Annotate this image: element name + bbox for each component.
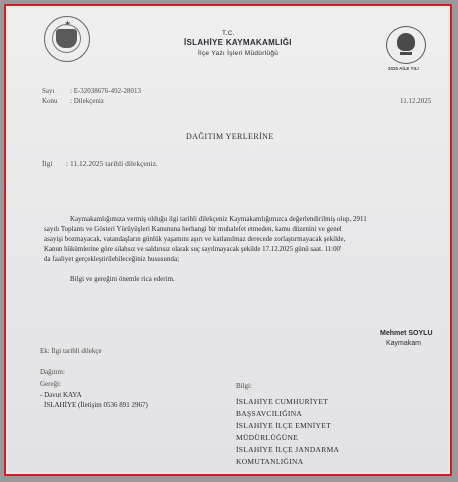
- reference-label: İlgi: [42, 159, 53, 168]
- info-recipient-line-6: KOMUTANLIĞINA: [236, 457, 304, 466]
- info-recipient-line-4: MÜDÜRLÜĞÜNE: [236, 433, 299, 442]
- closing-line: Bilgi ve gereğini önemle rica ederim.: [70, 276, 175, 283]
- header-department: İlçe Yazı İşleri Müdürlüğü: [198, 50, 279, 57]
- body-line-3: asayişi bozmayacak, vatandaşların günlük yaşamını aşırı ve katlanılmaz derecede zorlaştırmayacak şekilde,: [44, 236, 346, 243]
- info-recipient-line-5: İSLAHİYE İLÇE JANDARMA: [236, 445, 340, 454]
- sayi-value: : E-32038676-492-28013: [70, 87, 141, 95]
- document-date: 11.12.2025: [400, 97, 432, 105]
- family-year-logo-caption: 2025 AİLE YILI: [388, 66, 419, 71]
- district-emblem-icon: ★: [44, 16, 90, 62]
- distribution-label: Dağıtım:: [40, 368, 65, 376]
- document-title: DAĞITIM YERLERİNE: [186, 132, 274, 141]
- body-line-4: Kanun hükümlerine göre silahsız ve saldırısız olarak suç sayılmayacak şekilde 17.12.2025 günü saat. 11:00': [44, 246, 342, 253]
- action-label: Gereği:: [40, 380, 61, 388]
- signatory-name: Mehmet SOYLU: [380, 330, 433, 337]
- info-recipient-line-1: İSLAHİYE CUMHURİYET: [236, 397, 329, 406]
- family-year-logo-icon: [386, 26, 426, 64]
- info-label: Bilgi:: [236, 382, 252, 390]
- document-frame: [4, 4, 452, 476]
- document-page: [8, 8, 448, 472]
- header-tc: T.C.: [222, 30, 235, 37]
- konu-value: : Dilekçeniz: [70, 97, 105, 105]
- recipient-name: - Davut KAYA: [40, 391, 82, 399]
- recipient-detail: İSLAHİYE (İletişim 0536 891 2967): [44, 401, 148, 409]
- attachment-note: Ek: İlgi tarihli dilekçe: [40, 347, 102, 355]
- info-recipient-line-2: BAŞSAVCILIĞINA: [236, 409, 303, 418]
- header-institution: İSLAHİYE KAYMAKAMLIĞI: [184, 38, 292, 47]
- reference-text: : 11.12.2025 tarihli dilekçeniz.: [66, 159, 158, 168]
- body-line-1: Kaymakamlığımıza vermiş olduğu ilgi tarihli dilekçeniz Kaymakamlığımızca değerlendirilmiş olup, 2911: [70, 216, 367, 223]
- info-recipient-line-3: İSLAHİYE İLÇE EMNİYET: [236, 421, 332, 430]
- body-line-2: sayılı Toplantı ve Gösteri Yürüyüşleri Kanununa herhangi bir muhalefet etmeden, kamu düzenini ve genel: [44, 226, 342, 233]
- konu-label: Konu: [42, 97, 58, 105]
- sayi-label: Sayı: [42, 87, 55, 95]
- body-line-5: da faaliyet gerçekleştirilebileceğiniz hususunda;: [44, 256, 180, 263]
- signatory-title: Kaymakam: [386, 340, 422, 347]
